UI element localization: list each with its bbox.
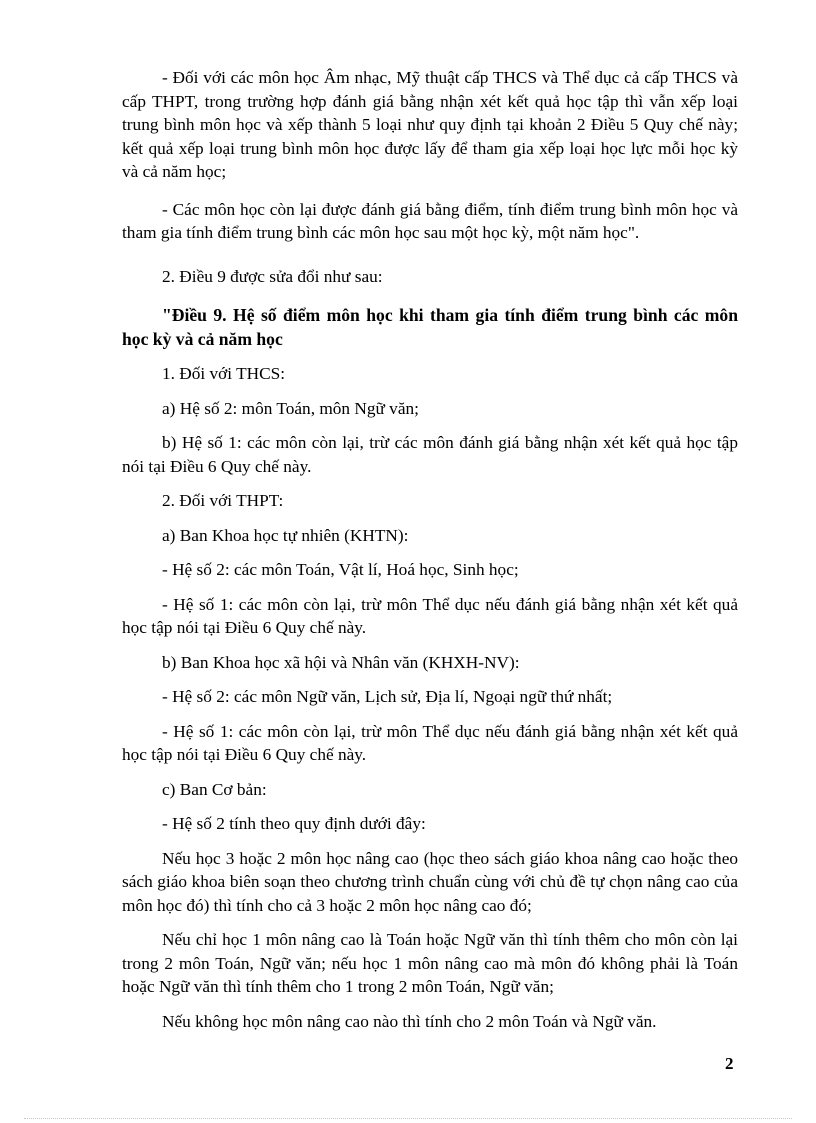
paragraph-khxh-coef-2: - Hệ số 2: các môn Ngữ văn, Lịch sử, Địa lí, Ngoại ngữ thứ nhất; xyxy=(162,687,613,706)
paragraph-music-art-pe: - Đối với các môn học Âm nhạc, Mỹ thuật cấp THCS và Thể dục cả cấp THCS và cấp THPT, trong trường hợp đánh giá bằng nhận xét kết quả học tập thì vẫn xếp loại trung bình môn học và xếp thành 5 loại như quy định tại khoản 2 Điều 5 Quy chế này; kết quả xếp loại trung bình môn học được lấy để tham gia xếp loại học lực mỗi học kỳ và cả năm học; xyxy=(122,68,738,181)
paragraph-basic-coef-2: - Hệ số 2 tính theo quy định dưới đây: xyxy=(162,814,426,833)
paragraph-khxh-coef-1: - Hệ số 1: các môn còn lại, trừ môn Thể dục nếu đánh giá bằng nhận xét kết quả học tập nói tại Điều 6 Quy chế này. xyxy=(122,721,738,764)
document-body xyxy=(122,66,738,1033)
paragraph-thcs-coef-2: a) Hệ số 2: môn Toán, môn Ngữ văn; xyxy=(162,398,419,418)
paragraph-basic-track: c) Ban Cơ bản: xyxy=(162,779,267,799)
paragraph-khtn-coef-2: - Hệ số 2: các môn Toán, Vật lí, Hoá học, Sinh học; xyxy=(162,560,519,579)
paragraph-advanced-1: Nếu chỉ học 1 môn nâng cao là Toán hoặc Ngữ văn thì tính thêm cho môn còn lại trong 2 môn Toán, Ngữ văn; nếu học 1 môn nâng cao mà môn đó không phải là Toán hoặc Ngữ văn thì tính thêm cho 1 trong 2 môn Toán, Ngữ văn; xyxy=(122,930,738,996)
paragraph-no-advanced: Nếu không học môn nâng cao nào thì tính cho 2 môn Toán và Ngữ văn. xyxy=(162,1011,657,1031)
paragraph-article-9-amended: 2. Điều 9 được sửa đổi như sau: xyxy=(162,266,383,286)
paragraph-thcs: 1. Đối với THCS: xyxy=(162,364,286,383)
paragraph-khtn: a) Ban Khoa học tự nhiên (KHTN): xyxy=(162,525,409,545)
paragraph-advanced-3-or-2: Nếu học 3 hoặc 2 môn học nâng cao (học theo sách giáo khoa nâng cao hoặc theo sách giáo khoa biên soạn theo chương trình chuẩn cùng với chủ đề tự chọn nâng cao của môn học đó) thì tính cho cả 3 hoặc 2 môn học nâng cao đó; xyxy=(122,848,738,915)
page-bottom-divider xyxy=(24,1118,792,1119)
page-number: 2 xyxy=(725,1054,734,1073)
paragraph-thpt: 2. Đối với THPT: xyxy=(162,491,284,510)
paragraph-khxh-nv: b) Ban Khoa học xã hội và Nhân văn (KHXH-NV): xyxy=(162,652,520,672)
paragraph-khtn-coef-1: - Hệ số 1: các môn còn lại, trừ môn Thể dục nếu đánh giá bằng nhận xét kết quả học tập nói tại Điều 6 Quy chế này. xyxy=(122,594,738,637)
paragraph-thcs-coef-1: b) Hệ số 1: các môn còn lại, trừ các môn đánh giá bằng nhận xét kết quả học tập nói tại Điều 6 Quy chế này. xyxy=(122,433,738,476)
article-9-heading: "Điều 9. Hệ số điểm môn học khi tham gia tính điểm trung bình các môn học kỳ và cả năm học xyxy=(122,305,738,349)
paragraph-other-subjects: - Các môn học còn lại được đánh giá bằng điểm, tính điểm trung bình môn học và tham gia tính điểm trung bình các môn học sau một học kỳ, một năm học". xyxy=(122,199,738,242)
